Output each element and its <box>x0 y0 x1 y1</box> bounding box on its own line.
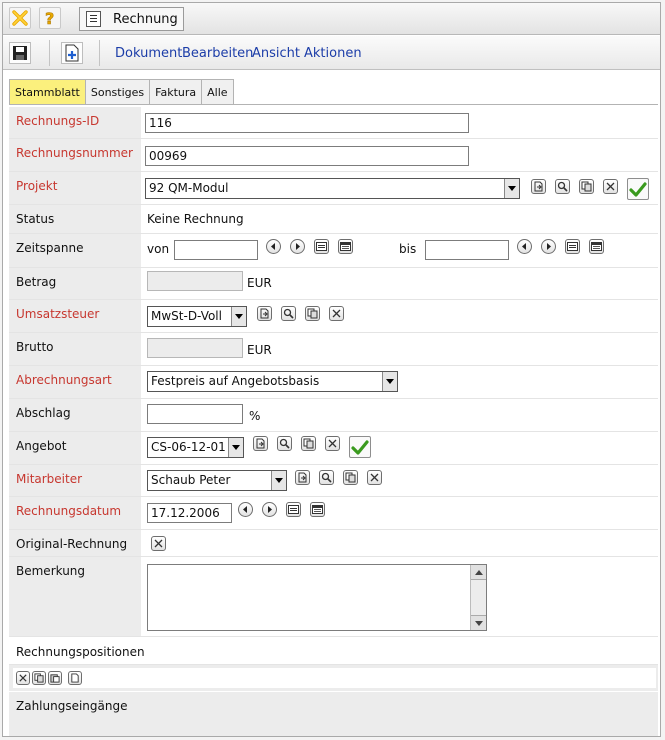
row-brutto <box>9 333 658 366</box>
row-status <box>9 205 658 234</box>
copy-icon[interactable] <box>579 179 594 194</box>
label-status: Status <box>9 205 141 233</box>
status-value: Keine Rechnung <box>147 212 244 226</box>
abschlag-field[interactable] <box>147 404 243 424</box>
label-rechnungsdatum: Rechnungsdatum <box>9 497 141 529</box>
menu-ansicht[interactable]: Ansicht <box>252 46 301 61</box>
label-rechnungs-id: Rechnungs-ID <box>9 107 141 138</box>
bis-date-field[interactable] <box>425 240 509 260</box>
menu-bearbeiten[interactable]: Bearbeiten <box>182 46 254 61</box>
document-icon <box>86 11 101 27</box>
angebot-select[interactable] <box>147 437 244 458</box>
document-tab-label: Rechnung <box>113 11 178 27</box>
search-icon[interactable] <box>555 179 570 194</box>
brutto-field <box>147 338 243 358</box>
clear-icon[interactable] <box>329 306 344 321</box>
copy-icon[interactable] <box>32 671 46 685</box>
copy-icon[interactable] <box>305 306 320 321</box>
prev-day-icon[interactable] <box>517 239 532 254</box>
von-date-field[interactable] <box>174 240 258 260</box>
open-icon[interactable] <box>295 470 310 485</box>
menu-dokument[interactable]: Dokument <box>115 46 183 61</box>
new-item-icon[interactable] <box>68 671 82 685</box>
abrechnungsart-select-value: Festpreis auf Angebotsbasis <box>151 374 320 388</box>
next-day-icon[interactable] <box>262 502 277 517</box>
row-zeitspanne <box>9 234 658 268</box>
bis-label: bis <box>399 242 417 256</box>
betrag-unit: EUR <box>247 276 272 290</box>
row-umsatzsteuer <box>9 300 658 333</box>
label-rechnungsnummer: Rechnungsnummer <box>9 139 141 171</box>
projekt-select-value: 92 QM-Modul <box>149 181 229 195</box>
label-angebot: Angebot <box>9 432 141 464</box>
chevron-down-icon[interactable] <box>504 179 519 198</box>
label-zahlungseingaenge: Zahlungseingänge <box>9 692 141 736</box>
label-mitarbeiter: Mitarbeiter <box>9 465 141 496</box>
label-projekt: Projekt <box>9 172 141 204</box>
chevron-down-icon[interactable] <box>231 307 246 326</box>
tab-sonstiges[interactable]: Sonstiges <box>85 79 150 104</box>
copy-icon[interactable] <box>343 470 358 485</box>
umsatzsteuer-select[interactable] <box>147 306 247 327</box>
open-icon[interactable] <box>531 179 546 194</box>
clear-icon[interactable] <box>603 179 618 194</box>
row-abrechnungsart <box>9 366 658 399</box>
prev-day-icon[interactable] <box>238 502 253 517</box>
label-brutto: Brutto <box>9 333 141 365</box>
copy-icon[interactable] <box>301 436 316 451</box>
row-rechnungsnummer <box>9 139 658 172</box>
rechnungspositionen-label: Rechnungspositionen <box>16 645 145 659</box>
rechnungspositionen-toolbar <box>9 665 658 691</box>
next-day-icon[interactable] <box>290 239 305 254</box>
search-icon[interactable] <box>277 436 292 451</box>
paste-icon[interactable] <box>48 671 62 685</box>
label-zeitspanne: Zeitspanne <box>9 234 141 267</box>
search-icon[interactable] <box>281 306 296 321</box>
tab-alle[interactable]: Alle <box>201 79 233 104</box>
title-bar <box>3 3 660 35</box>
label-bemerkung: Bemerkung <box>9 557 141 636</box>
calendar-icon[interactable] <box>589 239 604 254</box>
search-icon[interactable] <box>319 470 334 485</box>
calendar-icon[interactable] <box>310 502 325 517</box>
rechnungspositionen-header <box>9 637 658 665</box>
open-icon[interactable] <box>257 306 272 321</box>
row-rechnungs-id <box>9 107 658 139</box>
label-umsatzsteuer: Umsatzsteuer <box>9 300 141 332</box>
confirm-check-icon[interactable] <box>349 436 371 458</box>
row-bemerkung <box>9 557 658 637</box>
tab-bar <box>9 79 233 104</box>
abrechnungsart-select[interactable] <box>147 371 398 392</box>
open-icon[interactable] <box>253 436 268 451</box>
confirm-check-icon[interactable] <box>627 178 649 200</box>
label-original-rechnung: Original-Rechnung <box>9 530 141 556</box>
toolbar <box>3 36 660 70</box>
svg-text:?: ? <box>45 9 55 27</box>
brutto-unit: EUR <box>247 343 272 357</box>
close-icon[interactable] <box>9 7 31 29</box>
rechnungs-id-field[interactable]: 116 <box>145 113 469 133</box>
today-icon[interactable] <box>565 239 580 254</box>
save-icon[interactable] <box>9 42 31 64</box>
von-label: von <box>147 242 170 256</box>
today-icon[interactable] <box>314 239 329 254</box>
row-mitarbeiter <box>9 465 658 497</box>
row-abschlag <box>9 399 658 432</box>
tab-faktura[interactable]: Faktura <box>149 79 202 104</box>
betrag-field <box>147 271 243 291</box>
mitarbeiter-select-value: Schaub Peter <box>151 473 231 487</box>
chevron-down-icon[interactable] <box>271 471 286 490</box>
clear-icon[interactable] <box>325 436 340 451</box>
label-betrag: Betrag <box>9 268 141 299</box>
row-rechnungsdatum <box>9 497 658 530</box>
row-angebot <box>9 432 658 465</box>
row-original-rechnung <box>9 530 658 557</box>
next-day-icon[interactable] <box>541 239 556 254</box>
scroll-down-icon[interactable] <box>471 615 486 630</box>
today-icon[interactable] <box>286 502 301 517</box>
scrollbar[interactable] <box>470 565 486 630</box>
prev-day-icon[interactable] <box>266 239 281 254</box>
rechnungsdatum-field[interactable]: 17.12.2006 <box>147 503 232 523</box>
clear-icon[interactable] <box>367 470 382 485</box>
tab-stammblatt[interactable]: Stammblatt <box>9 79 86 104</box>
chevron-down-icon[interactable] <box>228 438 243 457</box>
label-abschlag: Abschlag <box>9 399 141 431</box>
label-abrechnungsart: Abrechnungsart <box>9 366 141 398</box>
mitarbeiter-select[interactable] <box>147 470 287 491</box>
angebot-select-value: CS-06-12-01 <box>151 440 226 454</box>
row-zahlungseingaenge <box>9 692 658 736</box>
rechnungsnummer-field[interactable]: 00969 <box>145 146 469 166</box>
row-projekt <box>9 172 658 205</box>
new-document-icon[interactable] <box>61 42 83 64</box>
bemerkung-textarea[interactable] <box>147 564 487 631</box>
document-tab[interactable] <box>79 7 184 31</box>
projekt-select[interactable] <box>145 178 520 199</box>
umsatzsteuer-select-value: MwSt-D-Voll <box>151 309 222 323</box>
abschlag-unit: % <box>249 409 261 423</box>
clear-icon[interactable] <box>151 536 166 551</box>
window <box>2 2 661 737</box>
calendar-icon[interactable] <box>338 239 353 254</box>
row-betrag <box>9 268 658 300</box>
chevron-down-icon[interactable] <box>382 372 397 391</box>
delete-icon[interactable] <box>16 671 30 685</box>
menu-aktionen[interactable]: Aktionen <box>304 46 362 61</box>
scroll-up-icon[interactable] <box>471 565 486 580</box>
help-icon[interactable] <box>39 7 61 29</box>
